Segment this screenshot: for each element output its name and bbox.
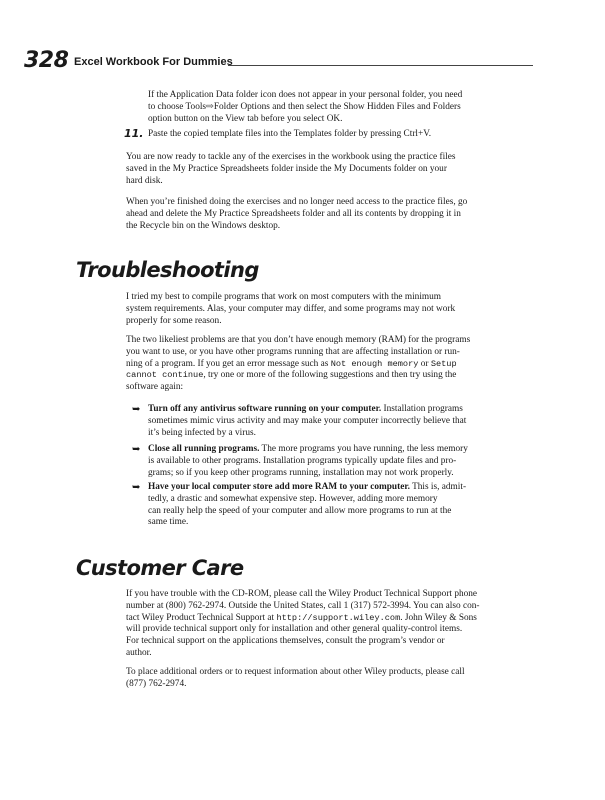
page-number: 328	[24, 48, 69, 73]
paragraph-text: or	[418, 358, 431, 369]
bullet-title: Have your local computer store add more RAM to your computer.	[148, 482, 410, 492]
bullet-title: Turn off any antivirus software running on your computer.	[148, 404, 382, 414]
check-arrow-icon: ➥	[132, 404, 141, 415]
step-number: 11.	[124, 127, 144, 140]
paragraph-line: (877) 762-2974.	[126, 678, 187, 689]
paragraph-text: , try one or more of the following suggestions and then try using the	[203, 370, 457, 381]
customer-care-paragraph	[126, 589, 546, 660]
troubleshooting-intro	[126, 292, 546, 327]
paragraph-line: saved in the My Practice Spreadsheets folder inside the My Documents folder on your	[126, 163, 447, 174]
bullet-line: grams; so if you keep other programs running, installation may not work properly.	[148, 467, 454, 478]
bullet-line: is available to other programs. Installation programs typically update files and pro-	[148, 455, 457, 466]
bullet-text: Installation programs	[381, 404, 463, 414]
paragraph-line: author.	[126, 647, 152, 658]
paragraph-line: properly for some reason.	[126, 315, 222, 326]
paragraph-line: the Recycle bin on the Windows desktop.	[126, 220, 281, 231]
install-note	[148, 90, 548, 125]
bullet-item	[148, 444, 540, 479]
install-note-line: option button on the View tab before you select OK.	[148, 113, 343, 124]
support-url-link[interactable]: http://support.wiley.com	[276, 612, 401, 623]
bullet-item	[148, 404, 540, 439]
paragraph-line: ahead and delete the My Practice Spreadsheets folder and all its contents by dropping it in	[126, 208, 461, 219]
paragraph-line: ning of a program. If you get an error message such as	[126, 358, 331, 369]
paragraph-line: will provide technical support only for installation and other general quality-control items.	[126, 624, 463, 635]
paragraph-text: . John Wiley & Sons	[400, 612, 477, 623]
paragraph-line: The two likeliest problems are that you don’t have enough memory (RAM) for the programs	[126, 335, 471, 345]
install-note-line: to choose Tools⇨Folder Options and then select the Show Hidden Files and Folders	[148, 101, 461, 112]
customer-care-heading: Customer Care	[76, 556, 244, 580]
paragraph-line: I tried my best to compile programs that work on most computers with the minimum	[126, 292, 442, 302]
check-arrow-icon: ➥	[132, 444, 141, 455]
paragraph-line: If you have trouble with the CD-ROM, please call the Wiley Product Technical Support phone	[126, 589, 478, 599]
orders-paragraph	[126, 667, 546, 691]
bullet-text: This is, admit-	[409, 482, 467, 492]
bullet-item	[148, 482, 540, 529]
ready-paragraph	[126, 152, 546, 187]
paragraph-text: tact Wiley Product Technical Support at	[126, 612, 277, 623]
troubleshooting-heading: Troubleshooting	[76, 258, 259, 282]
paragraph-line: you want to use, or you have other programs running that are affecting installation or run-	[126, 346, 460, 357]
paragraph-line: software again:	[126, 382, 184, 393]
bullet-line: sometimes mimic virus activity and may make your computer incorrectly believe that	[148, 415, 467, 426]
book-title: Excel Workbook For Dummies	[74, 56, 233, 68]
error-message-code: Setup	[430, 358, 457, 369]
check-arrow-icon: ➥	[132, 482, 141, 493]
bullet-text: The more programs you have running, the less memory	[259, 444, 468, 454]
bullet-title: Close all running programs.	[148, 444, 260, 454]
bullet-line: same time.	[148, 517, 189, 528]
paragraph-line: number at (800) 762-2974. Outside the United States, call 1 (317) 572-3994. You can also con-	[126, 600, 480, 611]
paragraph-line: system requirements. Alas, your computer may differ, and some programs may not work	[126, 303, 456, 314]
likeliest-problems-paragraph	[126, 335, 546, 394]
paragraph-line: You are now ready to tackle any of the exercises in the workbook using the practice files	[126, 152, 456, 162]
running-header	[24, 48, 533, 74]
paragraph-line: To place additional orders or to request information about other Wiley products, please call	[126, 667, 465, 677]
bullet-line: can really help the speed of your computer and allow more programs to run at the	[148, 505, 452, 516]
header-rule	[228, 65, 533, 66]
bullet-line: tedly, a drastic and somewhat expensive step. However, adding more memory	[148, 493, 438, 504]
cleanup-paragraph	[126, 197, 546, 232]
paragraph-line: For technical support on the applications themselves, consult the program’s vendor or	[126, 636, 445, 647]
paragraph-line: When you’re finished doing the exercises and no longer need access to the practice files, go	[126, 197, 468, 207]
install-note-line: If the Application Data folder icon does not appear in your personal folder, you need	[148, 90, 463, 100]
bullet-line: it’s being infected by a virus.	[148, 427, 256, 438]
error-message-code: Not enough memory	[330, 358, 419, 369]
paragraph-line: hard disk.	[126, 175, 163, 186]
error-message-code: cannot continue	[126, 370, 204, 381]
step-text: Paste the copied template files into the Templates folder by pressing Ctrl+V.	[148, 129, 432, 139]
